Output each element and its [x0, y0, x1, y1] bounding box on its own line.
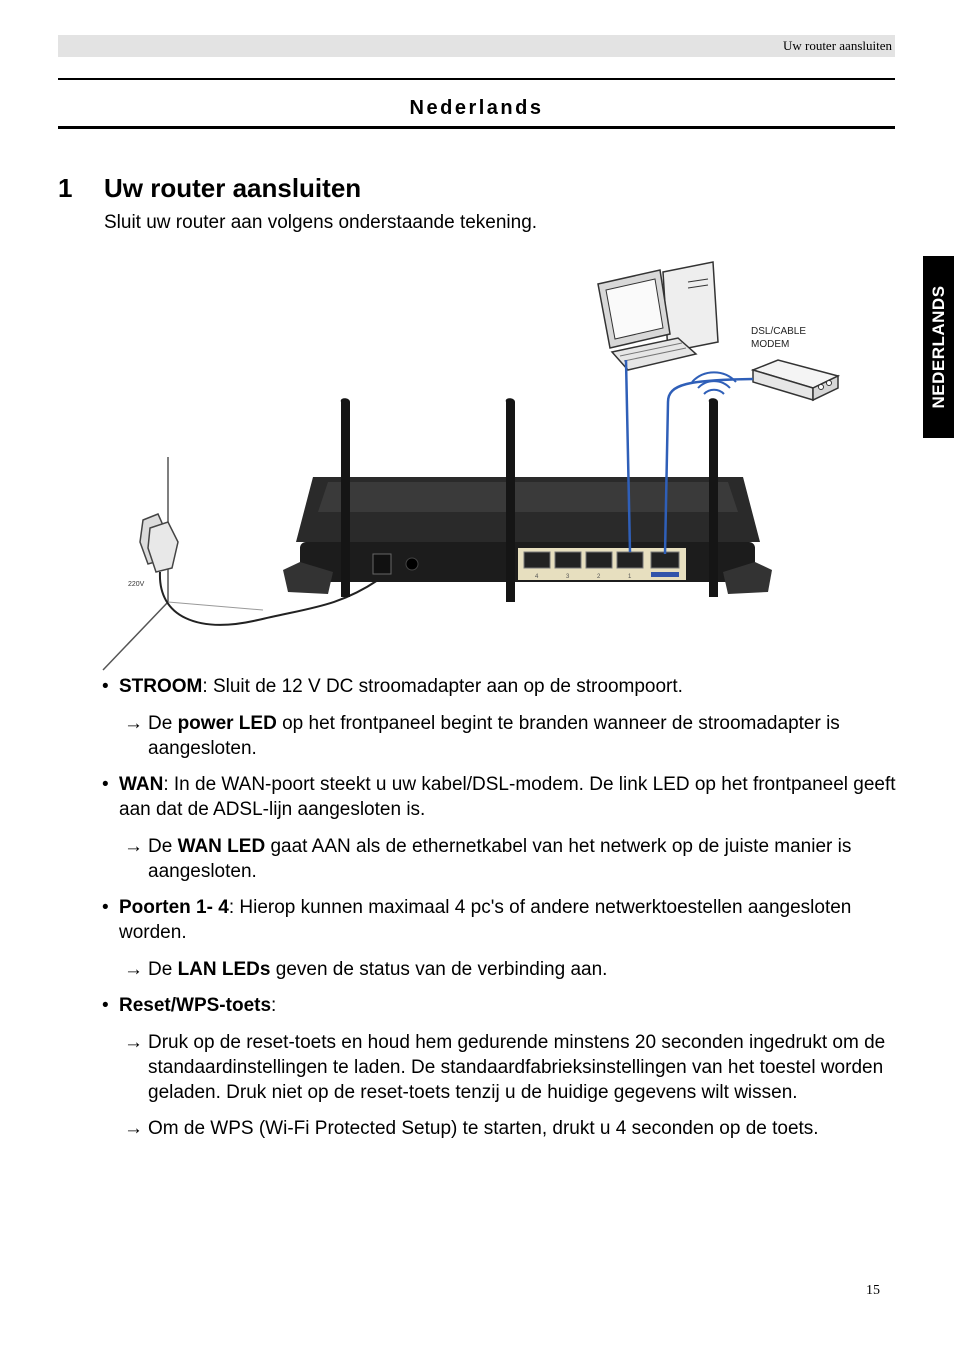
heading-rule: [58, 126, 895, 129]
term-stroom: STROOM: [119, 676, 203, 697]
wall-voltage-label: 220V: [128, 581, 145, 588]
port-label-1: 1: [628, 574, 632, 580]
list-item-poorten: • Poorten 1- 4: Hierop kunnen maximaal 4 pc's of andere netwerktoestellen aangesloten worden.: [102, 897, 852, 943]
feature-list: [102, 674, 897, 1152]
port-label-4: 4: [535, 574, 539, 580]
note-power-led: → De power LED op het frontpaneel begint te branden wanneer de stroomadapter is aangesloten.: [124, 713, 840, 759]
side-tab-label: NEDERLANDS: [928, 285, 948, 409]
term-poorten: Poorten 1- 4: [119, 897, 229, 918]
power-led-label: power LED: [177, 713, 277, 734]
text-reset: :: [271, 995, 277, 1016]
term-wan: WAN: [119, 774, 164, 795]
computer-icon: [598, 262, 718, 370]
wifi-waves: [692, 372, 736, 394]
page-number: 15: [866, 1283, 880, 1298]
modem-icon: [751, 326, 838, 400]
running-header: [58, 35, 895, 57]
list-item-stroom: • STROOM: Sluit de 12 V DC stroomadapter aan op de stroompoort.: [102, 676, 683, 697]
port-label-2: 2: [597, 574, 601, 580]
lan-leds-label: LAN LEDs: [177, 959, 271, 980]
note-wps-start: → Om de WPS (Wi-Fi Protected Setup) te starten, drukt u 4 seconden op de toets.: [124, 1118, 819, 1139]
top-rule: [58, 78, 895, 80]
text-wan: : In de WAN-poort steekt u uw kabel/DSL-modem. De link LED op het frontpaneel geeft aan dat de ADSL-lijn aangesloten is.: [119, 774, 896, 820]
text-stroom: : Sluit de 12 V DC stroomadapter aan op de stroompoort.: [202, 676, 683, 697]
wan-led-label: WAN LED: [177, 836, 266, 857]
note-wan-led: → De WAN LED gaat AAN als de ethernetkabel van het netwerk op de juiste manier is aangesloten.: [124, 836, 852, 882]
wall-corner: [103, 457, 263, 670]
modem-label-line2: MODEM: [751, 339, 790, 350]
running-header-title: Uw router aansluiten: [782, 38, 892, 53]
chapter-number: 1: [58, 173, 73, 203]
note-lan-leds: → De LAN LEDs geven de status van de verbinding aan.: [124, 959, 608, 980]
language-heading: Nederlands: [409, 97, 544, 119]
list-item-wan: • WAN: In de WAN-poort steekt u uw kabel/DSL-modem. De link LED op het frontpaneel geeft aan dat de ADSL-lijn aangesloten is.: [102, 774, 896, 820]
note-reset-hold: → Druk op de reset-toets en houd hem gedurende minstens 20 seconden ingedrukt om de standaardinstellingen te laden. De standaardfabrieksinstellingen van het toestel worden geladen. Druk niet op de reset-toets tenzij u de huidige gegevens wilt wissen.: [124, 1032, 886, 1103]
text-poorten: : Hierop kunnen maximaal 4 pc's of andere netwerktoestellen aangesloten worden.: [119, 897, 852, 943]
term-reset: Reset/WPS-toets: [119, 995, 272, 1016]
port-label-3: 3: [566, 574, 570, 580]
list-item-reset: • Reset/WPS-toets:: [102, 995, 277, 1016]
router-icon: [283, 398, 772, 602]
connection-diagram: [88, 242, 848, 672]
language-side-tab: [923, 256, 954, 438]
modem-label-line1: DSL/CABLE: [751, 326, 807, 337]
chapter-intro: Sluit uw router aan volgens onderstaande tekening.: [104, 212, 538, 233]
power-adapter-icon: [128, 514, 178, 588]
chapter-title: Uw router aansluiten: [104, 173, 362, 203]
